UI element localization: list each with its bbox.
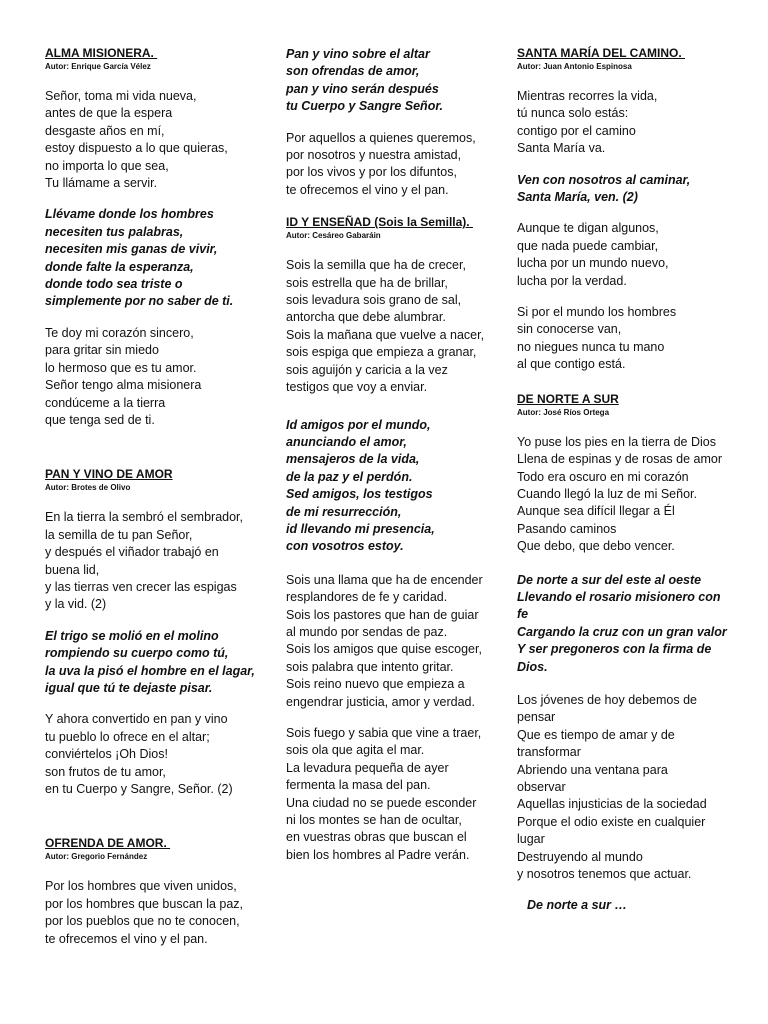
verse-line: tú nunca solo estás: <box>517 106 629 121</box>
verse-line: lo hermoso que es tu amor. <box>45 360 197 375</box>
chorus-line: necesiten mis ganas de vivir, <box>45 242 218 257</box>
chorus <box>517 172 749 207</box>
verse-line: Sois la semilla que ha de crecer, <box>286 258 466 273</box>
verse-line: Aunque sea difícil llegar a Él <box>517 504 675 519</box>
verse-line: resplandores de fe y caridad. <box>286 590 448 605</box>
verse-line: que nada puede cambiar, <box>517 238 659 253</box>
verse-line: Todo era oscuro en mi corazón <box>517 469 689 484</box>
stanza <box>286 725 496 864</box>
stanza <box>517 220 749 290</box>
verse-line: Señor, toma mi vida nueva, <box>45 89 197 103</box>
verse-line: en tu Cuerpo y Sangre, Señor. (2) <box>45 782 233 796</box>
verse-line: La levadura pequeña de ayer <box>286 760 449 775</box>
song-pan-y-vino-de-amor <box>45 467 265 798</box>
chorus-line: donde falte la esperanza, <box>45 259 194 274</box>
verse-line: Y ahora convertido en pan y vino <box>45 712 228 727</box>
column-left <box>45 46 265 948</box>
verse-line: pensar <box>517 710 556 725</box>
column-middle <box>286 46 496 864</box>
verse-line: Aquellas injusticias de la sociedad <box>517 797 707 812</box>
verse-line: Cuando llegó la luz de mi Señor. <box>517 486 697 501</box>
verse-line: sois aguijón y caricia a la vez <box>286 362 448 377</box>
verse-line: al que contigo está. <box>517 357 626 372</box>
verse-line: lucha por la verdad. <box>517 273 627 288</box>
verse-line: Santa María va. <box>517 141 606 156</box>
verse-line: Pasando caminos <box>517 521 617 536</box>
stanza <box>517 88 749 158</box>
verse-line: sois ola que agita el mar. <box>286 743 425 758</box>
verse-line: bien los hombres al Padre verán. <box>286 847 470 862</box>
song-title: SANTA MARÍA DEL CAMINO. <box>517 46 685 60</box>
verse-line: Que debo, que debo vencer. <box>517 539 675 554</box>
song-title: ALMA MISIONERA. <box>45 46 158 60</box>
song-de-norte-a-sur <box>517 392 749 915</box>
verse-line: ni los montes se han de ocultar, <box>286 813 462 828</box>
chorus-line: De norte a sur del este al oeste <box>517 572 702 587</box>
chorus-line: con vosotros estoy. <box>286 539 404 554</box>
verse-line: Mientras recorres la vida, <box>517 89 658 103</box>
chorus-line: son ofrendas de amor, <box>286 64 420 79</box>
chorus-line: donde todo sea triste o <box>45 277 183 292</box>
verse-line: sin conocerse van, <box>517 322 622 337</box>
verse-line: Yo puse los pies en la tierra de Dios <box>517 434 716 449</box>
verse-line: condúceme a la tierra <box>45 395 166 410</box>
verse-line: Sois reino nuevo que empieza a <box>286 677 465 692</box>
song-author: Autor: Gregorio Fernández <box>45 852 148 862</box>
verse-line: Sois fuego y sabia que vine a traer, <box>286 726 482 740</box>
verse-line: son frutos de tu amor, <box>45 764 166 779</box>
chorus <box>45 628 265 698</box>
stanza <box>517 692 749 883</box>
song-id-y-ensenad <box>286 215 496 864</box>
chorus-line: id llevando mi presencia, <box>286 521 435 536</box>
chorus <box>517 572 749 676</box>
song-title: DE NORTE A SUR <box>517 391 619 406</box>
verse-line: te ofrecemos el vino y el pan. <box>45 931 208 946</box>
chorus-line: necesiten tus palabras, <box>45 224 184 239</box>
verse-line: Sois la mañana que vuelve a nacer, <box>286 327 485 342</box>
song-ofrenda-de-amor-continued <box>286 46 496 199</box>
verse-line: y las tierras ven crecer las espigas <box>45 579 237 594</box>
verse-line: no niegues nunca tu mano <box>517 339 665 354</box>
chorus <box>45 206 265 310</box>
verse-line: fermenta la masa del pan. <box>286 778 431 793</box>
chorus-line: rompiendo su cuerpo como tú, <box>45 646 229 661</box>
chorus-line: pan y vino serán después <box>286 81 439 96</box>
verse-line: Por los hombres que viven unidos, <box>45 879 237 894</box>
verse-line: Sois los amigos que quise escoger, <box>286 642 482 657</box>
chorus-line: tu Cuerpo y Sangre Señor. <box>286 99 443 114</box>
verse-line: En la tierra la sembró el sembrador, <box>45 510 244 525</box>
verse-line: conviértelos ¡Oh Dios! <box>45 747 168 762</box>
chorus-line: anunciando el amor, <box>286 434 407 449</box>
stanza <box>45 711 265 798</box>
song-title: PAN Y VINO DE AMOR <box>45 467 173 482</box>
verse-line: sois estrella que ha de brillar, <box>286 275 448 290</box>
verse-line: y nosotros tenemos que actuar. <box>517 867 692 882</box>
chorus-line: Y ser pregoneros con la firma de <box>517 642 712 657</box>
verse-line: por los hombres que buscan la paz, <box>45 896 244 911</box>
verse-line: Una ciudad no se puede esconder <box>286 795 477 810</box>
stanza <box>286 572 496 711</box>
verse-line: Destruyendo al mundo <box>517 849 643 864</box>
verse-line: Sois los pastores que han de guiar <box>286 607 479 622</box>
verse-line: y la vid. (2) <box>45 597 107 612</box>
song-author: Autor: José Ríos Ortega <box>517 407 610 417</box>
verse-line: transformar <box>517 745 581 760</box>
verse-line: sois palabra que intento gritar. <box>286 659 454 674</box>
song-alma-misionera <box>45 46 265 429</box>
verse-line: estoy dispuesto a lo que quieras, <box>45 141 228 156</box>
verse-line: lucha por un mundo nuevo, <box>517 256 669 271</box>
chorus-line: Ven con nosotros al caminar, <box>517 172 691 187</box>
stanza <box>45 88 265 192</box>
verse-line: para gritar sin miedo <box>45 343 159 358</box>
chorus-line: mensajeros de la vida, <box>286 452 420 467</box>
verse-line: Porque el odio existe en cualquier <box>517 814 706 829</box>
song-author: Autor: Enrique García Vélez <box>45 62 151 71</box>
stanza <box>45 325 265 429</box>
verse-line: Que es tiempo de amar y de <box>517 727 675 742</box>
verse-line: sois levadura sois grano de sal, <box>286 293 462 308</box>
song-title: OFRENDA DE AMOR. <box>45 836 171 851</box>
verse-line: y después el viñador trabajó en <box>45 545 219 560</box>
verse-line: en vuestras obras que buscan el <box>286 830 467 845</box>
verse-line: que tenga sed de ti. <box>45 412 155 427</box>
verse-line: antorcha que debe alumbrar. <box>286 310 446 325</box>
verse-line: la semilla de tu pan Señor, <box>45 527 193 542</box>
stanza <box>517 304 749 374</box>
chorus-line: la uva la pisó el hombre en el lagar, <box>45 663 255 678</box>
stanza <box>517 434 749 556</box>
verse-line: al mundo por sendas de paz. <box>286 624 448 639</box>
song-author: Autor: Cesáreo Gabaráin <box>286 231 381 241</box>
chorus-line: de mi resurrección, <box>286 504 402 519</box>
chorus-line: igual que tú te dejaste pisar. <box>45 680 213 695</box>
verse-line: antes de que la espera <box>45 106 173 121</box>
song-santa-maria-del-camino <box>517 46 749 374</box>
verse-line: por los vivos y por los difuntos, <box>286 165 457 180</box>
song-title: ID Y ENSEÑAD (Sois la Semilla). <box>286 215 473 230</box>
verse-line: Te doy mi corazón sincero, <box>45 325 194 340</box>
chorus-line: Dios. <box>517 659 548 674</box>
verse-line: Abriendo una ventana para <box>517 762 668 777</box>
chorus-line: Llevando el rosario misionero con <box>517 589 721 604</box>
verse-line: observar <box>517 780 566 794</box>
chorus-line: Sed amigos, los testigos <box>286 487 433 502</box>
verse-line: Tu llámame a servir. <box>45 176 158 191</box>
verse-line: no importa lo que sea, <box>45 158 169 173</box>
verse-line: Señor tengo alma misionera <box>45 378 202 393</box>
chorus-line: Santa María, ven. (2) <box>517 190 638 205</box>
song-author: Autor: Juan Antonio Espinosa <box>517 62 632 71</box>
verse-line: por nosotros y nuestra amistad, <box>286 148 462 163</box>
chorus-line: de la paz y el perdón. <box>286 469 413 484</box>
verse-line: buena lid, <box>45 562 100 577</box>
stanza <box>45 878 265 948</box>
chorus-line: fe <box>517 607 529 622</box>
verse-line: te ofrecemos el vino y el pan. <box>286 182 449 197</box>
verse-line: Aunque te digan algunos, <box>517 221 659 236</box>
stanza <box>45 509 265 613</box>
chorus <box>286 417 496 556</box>
chorus-line: El trigo se molió en el molino <box>45 628 219 643</box>
song-author: Autor: Brotes de Olivo <box>45 483 131 493</box>
verse-line: por los pueblos que no te conocen, <box>45 914 240 929</box>
stanza <box>286 257 496 396</box>
verse-line: Si por el mundo los hombres <box>517 305 677 320</box>
chorus-line: Pan y vino sobre el altar <box>286 47 430 61</box>
column-right <box>517 46 749 914</box>
stanza <box>286 130 496 200</box>
verse-line: Por aquellos a quienes queremos, <box>286 130 476 145</box>
verse-line: Los jóvenes de hoy debemos de <box>517 692 697 707</box>
verse-line: engendrar justicia, amor y verdad. <box>286 694 475 709</box>
chorus-line: Id amigos por el mundo, <box>286 417 431 432</box>
verse-line: Sois una llama que ha de encender <box>286 572 483 587</box>
verse-line: contigo por el camino <box>517 123 636 138</box>
verse-line: desgaste años en mí, <box>45 123 165 138</box>
verse-line: sois espiga que empieza a granar, <box>286 345 477 360</box>
chorus-line: Cargando la cruz con un gran valor <box>517 624 727 639</box>
verse-line: tu pueblo lo ofrece en el altar; <box>45 729 210 744</box>
verse-line: testigos que voy a enviar. <box>286 380 428 395</box>
chorus-line: Llévame donde los hombres <box>45 207 214 222</box>
chorus-reprise: De norte a sur … <box>527 898 628 913</box>
song-ofrenda-de-amor <box>45 836 265 948</box>
verse-line: Llena de espinas y de rosas de amor <box>517 452 722 467</box>
chorus <box>286 46 496 116</box>
verse-line: lugar <box>517 832 545 847</box>
chorus-line: simplemente por no saber de ti. <box>45 294 234 309</box>
